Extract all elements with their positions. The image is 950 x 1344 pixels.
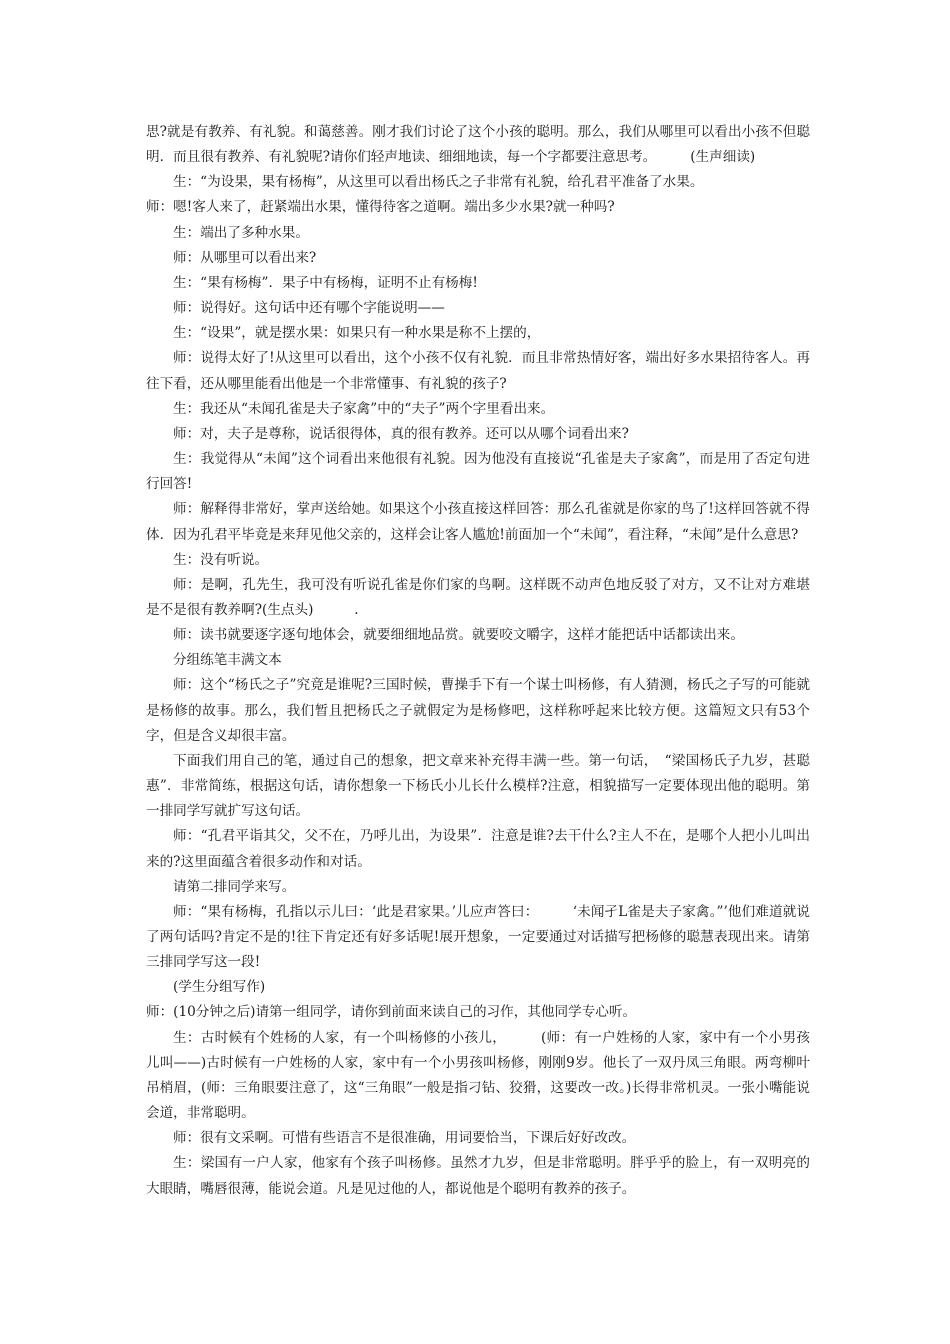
paragraph: 下面我们用自己的笔，通过自己的想象，把文章来补充得丰满一些。第一句话， “梁国杨氏子九岁，甚聪惠”．非常简练，根据这句话，请你想象一下杨氏小儿长什么模样?注意，相貌描写一定要体现出他的聪明。第一排同学写就扩写这句话。 <box>146 752 810 820</box>
paragraph: 师：读书就要逐字逐句地体会，就要细细地品赏。就要咬文嚼字，这样才能把话中话都读出来。 <box>173 627 744 644</box>
paragraph: 师：对，夫子是尊称，说话很得体，真的很有教养。还可以从哪个词看出来? <box>173 425 629 442</box>
paragraph: 师：“孔君平诣其父，父不在，乃呼儿出，为设果”．注意是谁?去干什么?主人不在，是哪个人把小儿叫出来的?这里面蕴含着很多动作和对话。 <box>146 828 810 870</box>
paragraph: 生：“为设果，果有杨梅”，从这里可以看出杨氏之子非常有礼貌，给孔君平准备了水果。 <box>173 174 704 191</box>
paragraph: 师：说得好。这句话中还有哪个字能说明—— <box>173 300 445 317</box>
paragraph: 生：端出了多种水果。 <box>173 224 309 241</box>
paragraph: 师：是啊，孔先生，我可没有听说孔雀是你们家的鸟啊。这样既不动声色地反驳了对方，又不让对方难堪是不是很有教养啊?(生点头) . <box>146 576 810 618</box>
paragraph: 师：嗯!客人来了，赶紧端出水果，懂得待客之道啊。端出多少水果?就一种吗? <box>146 199 615 216</box>
paragraph: 生：“果有杨梅”．果子中有杨梅，证明不止有杨梅! <box>173 274 478 291</box>
paragraph: 师：从哪里可以看出来? <box>173 249 317 266</box>
section-heading: 分组练笔丰满文本 <box>173 652 282 669</box>
document-page <box>146 120 810 1202</box>
paragraph: 师：(10分钟之后)请第一组同学，请你到前面来读自己的习作，其他同学专心听。 <box>146 1004 637 1021</box>
paragraph: 生：“设果”，就是摆水果：如果只有一种水果是称不上摆的， <box>173 325 541 342</box>
paragraph: 师：说得太好了!从这里可以看出，这个小孩不仅有礼貌．而且非常热情好客，端出好多水果招待客人。再往下看，还从哪里能看出他是一个非常懂事、有礼貌的孩子? <box>146 350 810 392</box>
paragraph: 师：解释得非常好，掌声送给她。如果这个小孩直接这样回答：那么孔雀就是你家的鸟了!这样回答就不得体．因为孔君平毕竟是来拜见他父亲的，这样会让客人尴尬!前面加一个“未闻”，看注释，“未闻”是什么意思? <box>146 501 810 543</box>
paragraph: 师：“果有杨梅，孔指以示儿曰：‘此是君家果。’儿应声答曰： ‘未闻孑L雀是夫子家禽。”’他们难道就说了两句话吗?肯定不是的!往下肯定还有好多话呢!展开想象，一定要通过对话描写把杨修的聪慧表现出来。请第三排同学写这一段! <box>146 903 810 971</box>
paragraph: 思?就是有教养、有礼貌。和蔼慈善。刚才我们讨论了这个小孩的聪明。那么，我们从哪里可以看出小孩不但聪明．而且很有教养、有礼貌呢?请你们轻声地读、细细地读，每一个字都要注意思考。 (生声细读) <box>146 124 810 166</box>
paragraph: 师：这个“杨氏之子”究竟是谁呢?三国时候，曹操手下有一个谋士叫杨修，有人猜测，杨氏之子写的可能就是杨修的故事。那么，我们暂且把杨氏之子就假定为是杨修吧，这样称呼起来比较方便。这篇短文只有53个字，但是含义却很丰富。 <box>146 677 810 744</box>
paragraph: 生：梁国有一户人家，他家有个孩子叫杨修。虽然才九岁，但是非常聪明。胖乎乎的脸上，有一双明亮的大眼睛，嘴唇很薄，能说会道。凡是见过他的人，都说他是个聪明有教养的孩子。 <box>146 1155 810 1197</box>
paragraph: (学生分组写作) <box>173 979 266 996</box>
paragraph: 生：我觉得从“未闻”这个词看出来他很有礼貌。因为他没有直接说“孔雀是夫子家禽”，而是用了否定句进行回答! <box>146 451 810 493</box>
paragraph: 生：古时候有个姓杨的人家，有一个叫杨修的小孩儿， (师：有一户姓杨的人家，家中有一个小男孩儿叫——)古时候有一户姓杨的人家，家中有一个小男孩叫杨修，刚刚9岁。他长了一双丹凤三角眼。两弯柳叶吊梢眉，(师：三角眼要注意了，这“三角眼”一般是指刁钻、狡猾，这要改一改。)长得非常机灵。一张小嘴能说会道，非常聪明。 <box>146 1029 810 1122</box>
paragraph: 师：很有文采啊。可惜有些语言不是很准确，用词要恰当，下课后好好改改。 <box>173 1130 636 1147</box>
paragraph: 请第二排同学来写。 <box>173 878 296 895</box>
paragraph: 生：没有听说。 <box>173 551 269 568</box>
paragraph: 生：我还从“未闻孔雀是夫子家禽”中的“夫子”两个字里看出来。 <box>173 400 555 417</box>
